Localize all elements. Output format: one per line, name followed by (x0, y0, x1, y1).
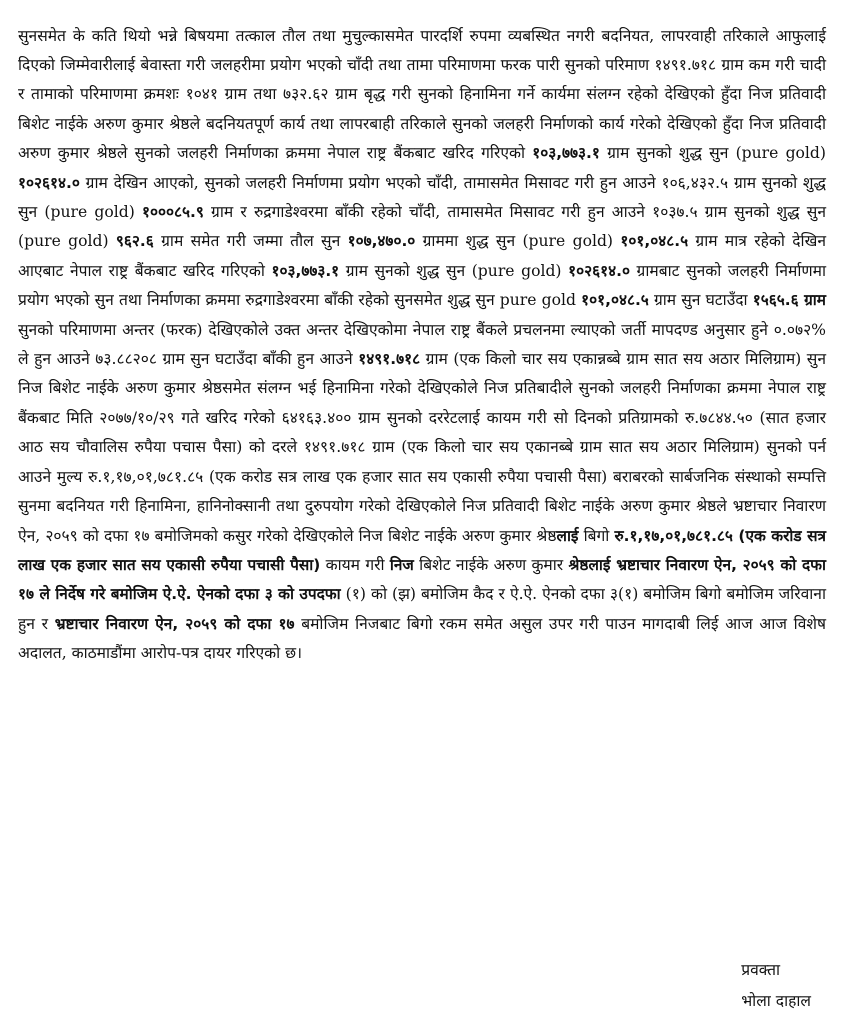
bold-text: लाई (556, 526, 579, 545)
bold-figure: १४९१.७१८ (358, 350, 421, 369)
bold-amount: रु.१,१७,०१,७८१.८५ (एक करोड सत्र लाख एक हजार सात सय एकासी रुपैया पचासी पैसा) (18, 526, 826, 574)
bold-figure: १०३,७७३.१ (532, 144, 600, 163)
body-text: ग्राम सुनको शुद्ध सुन (pure gold) (339, 261, 569, 280)
body-text: बिगो (578, 526, 615, 545)
bold-legal-clause: श्रेष्ठलाई भ्रष्टाचार निवारण ऐन, २०५९ को दफा १७ ले निर्देष गरे बमोजिम ऐ.ऐ. ऐनको दफा ३ को उपदफा (18, 555, 826, 604)
bold-figure: १०१,०४८.५ (581, 291, 649, 310)
bold-figure: १०७,४७०.० (347, 232, 416, 251)
bold-figure: १०००८५.९ (141, 203, 204, 222)
body-text: ग्राम देखिन आएको, सुनको जलहरी निर्माणमा प्रयोग भएको चाँदी, तामासमेत मिसावट गरी हुन आउने १०६,४३२.५ ग्राम सुनको शुद्ध सुन (pure gold) (18, 173, 826, 222)
body-text: बमोजिम निजबाट बिगो रकम समेत असुल उपर गरी पाउन मागदाबी लिई आज आज विशेष अदालत, काठमाडौंमा आरोप-पत्र दायर गरिएको छ। (18, 614, 826, 663)
body-text: बिशेट नाईके अरुण कुमार (413, 555, 569, 574)
body-text: ग्राम (एक किलो चार सय एकान्नब्बे ग्राम सात सय अठार मिलिग्राम) सुन निज बिशेट नाईके अरुण कुमार श्रेष्ठसमेत संलग्न भई हिनामिना गरेको देखिएकोले निज प्रतिबादीले सुनको जलहरी निर्माणका क्रममा नेपाल राष्ट्र बैंकबाट मिति २०७७/१०/२९ गते खरिद गरेको ६४१६३.४०० ग्राम सुनको दररेटलाई कायम गरी सो दिनको प्रतिग्रामको रु.७८४४.५० (सात हजार आठ सय चौवालिस रुपैया पचास पैसा) को दरले १४९१.७१८ ग्राम (एक किलो चार सय एकानब्बे ग्राम सात सय अठार मिलिग्राम) सुनको पर्न आउने मुल्य रु.१,१७,०१,७८१.८५ (एक करोड सत्र लाख एक हजार सात सय एकासी रुपैया पचासी पैसा) बराबरको सार्बजनिक संस्थाको सम्पत्ति सुनमा बदनियत गरी हिनामिना, हानिनोक्सानी तथा दुरुपयोग गरेको देखिएकोले निज प्रतिवादी बिशेट नाईके अरुण कुमार श्रेष्ठले भ्रष्टाचार निवारण ऐन, २०५९ को दफा १७ बमोजिमको कसुर गरेको देखिएकोले निज बिशेट नाईके अरुण कुमार श्रेष्ठ (18, 350, 826, 545)
spokesperson-name: भोला दाहाल (741, 992, 811, 1010)
body-text: ग्राम समेत गरी जम्मा तौल सुन (153, 232, 348, 251)
body-text: ग्राम मात्र रहेको देखिन आएबाट नेपाल राष्ट्र बैंकबाट खरिद गरिएको (18, 232, 826, 280)
bold-text: निज (389, 555, 414, 574)
body-text: कायम गरी (320, 555, 390, 574)
body-text: ग्राममा शुद्ध सुन (pure gold) (415, 232, 621, 251)
bold-figure: १०२६१४.० (568, 261, 630, 280)
bold-figure: १५६५.६ ग्राम (752, 291, 826, 310)
signature-block (741, 955, 811, 1017)
body-text: ग्राम सुन घटाउँदा (648, 291, 753, 310)
bold-legal-clause: भ्रष्टाचार निवारण ऐन, २०५९ को दफा १७ (54, 614, 295, 633)
body-text: सुनको परिमाणमा अन्तर (फरक) देखिएकोले उक्त अन्तर देखिएकोमा नेपाल राष्ट्र बैंकले प्रचलनमा ल्याएको जर्ती मापदण्ड अनुसार हुने ०.०७२% ले हुन आउने ७३.८८२०८ ग्राम सुन घटाउँदा बाँकी हुन आउने (18, 320, 826, 369)
bold-figure: १०३,७७३.१ (271, 261, 340, 280)
body-text: ग्राम र रुद्रगाडेश्वरमा बाँकी रहेको चाँदी, तामासमेत मिसावट गरी हुन आउने १०३७.५ ग्राम सुनको शुद्ध सुन (pure gold) (18, 203, 826, 251)
body-text: ग्रामबाट सुनको जलहरी निर्माणमा प्रयोग भएको सुन तथा निर्माणका क्रममा रुद्रगाडेश्वरमा बाँकी रहेको सुनसमेत शुद्ध सुन pure gold (18, 261, 826, 310)
body-text: ग्राम सुनको शुद्ध सुन (pure gold) (599, 144, 826, 163)
body-text: (१) को (झ) बमोजिम कैद र ऐ.ऐ. ऐनको दफा ३(१) बमोजिम बिगो बमोजिम जरिवाना हुन र (18, 585, 826, 633)
bold-figure: १०१,०४८.५ (620, 232, 689, 251)
bold-figure: ९६२.६ (115, 232, 154, 251)
body-text: सुनसमेत के कति थियो भन्ने बिषयमा तत्काल तौल तथा मुचुल्कासमेत पारदर्शि रुपमा व्यबस्थित नगरी बदनियत, लापरवाही तरिकाले आफुलाई दिएको जिम्मेवारीलाई बेवास्ता गरी जलहरीमा प्रयोग भएको चाँदी तथा तामा परिमाणमा फरक पारी सुनको परिमाण १४९१.७१८ ग्राम कम गरी चादी र तामाको परिमाणमा क्रमशः १०४१ ग्राम तथा ७३२.६२ ग्राम बृद्ध गरी सुनको हिनामिना गर्ने कार्यमा संलग्न रहेको देखिएको हुँदा निज प्रतिवादी बिशेट नाईके अरुण कुमार श्रेष्ठले बदनियतपूर्ण कार्य तथा लापरबाही तरिकाले सुनको जलहरी निर्माणको कार्य गरेको देखिएको हुँदा निज प्रतिवादी अरुण कुमार श्रेष्ठले सुनको जलहरी निर्माणका क्रममा नेपाल राष्ट्र बैंकबाट खरिद गरिएको (18, 26, 826, 163)
bold-figure: १०२६१४.० (18, 173, 80, 192)
body-paragraph (18, 22, 826, 669)
spokesperson-title: प्रवक्ता (741, 961, 781, 979)
